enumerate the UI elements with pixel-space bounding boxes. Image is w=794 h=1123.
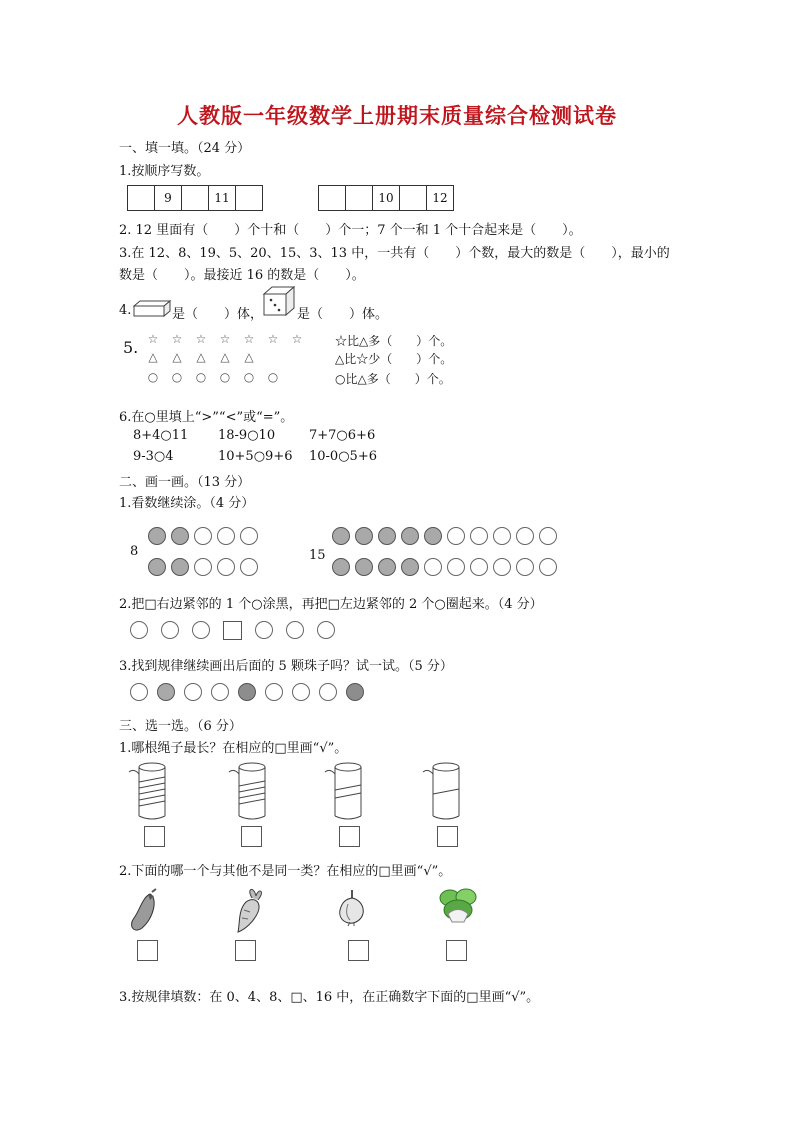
eggplant-icon	[128, 888, 164, 934]
section-1-heading: 一、填一填。（24 分）	[119, 141, 251, 156]
count-bead[interactable]	[240, 527, 258, 545]
count-bead[interactable]	[424, 558, 442, 576]
circle-symbol: ○	[243, 370, 255, 384]
star-symbol: ☆	[171, 332, 183, 346]
bead-row[interactable]	[332, 558, 557, 576]
circle-symbol: ○	[195, 370, 207, 384]
compare-item[interactable]: 7+7○6+6	[309, 428, 376, 443]
answer-checkbox[interactable]	[144, 826, 165, 847]
seq-b-cell[interactable]	[400, 186, 427, 210]
q1-5-label: 5.	[123, 338, 139, 357]
q1-4-part2: 是（ ）体。	[297, 307, 389, 322]
count-bead[interactable]	[171, 558, 189, 576]
count-bead[interactable]	[401, 558, 419, 576]
count-bead[interactable]	[470, 558, 488, 576]
circle-symbol: ○	[171, 370, 183, 384]
cuboid-icon	[132, 300, 172, 318]
q3-2-label: 2.下面的哪一个与其他不是同一类？在相应的□里画“√”。	[119, 864, 452, 879]
rope-cylinder-icon	[422, 760, 472, 822]
seq-a-cell[interactable]	[236, 186, 262, 210]
answer-checkbox[interactable]	[348, 940, 369, 961]
bead	[292, 683, 310, 701]
count-bead[interactable]	[332, 527, 350, 545]
circle-shape[interactable]	[192, 621, 210, 639]
circle-shape[interactable]	[255, 621, 273, 639]
compare-item[interactable]: 8+4○11	[133, 428, 189, 443]
seq-a-cell: 9	[155, 186, 182, 210]
cube-dice-icon	[262, 285, 296, 317]
star-symbol: ☆	[267, 332, 279, 346]
triangle-symbol: △	[244, 350, 254, 364]
bead	[265, 683, 283, 701]
circle-row	[141, 370, 285, 384]
star-symbol: ☆	[147, 332, 159, 346]
answer-checkbox[interactable]	[137, 940, 158, 961]
count-bead[interactable]	[378, 527, 396, 545]
bead	[157, 683, 175, 701]
compare-item[interactable]: 18-9○10	[218, 428, 276, 443]
count-bead[interactable]	[171, 527, 189, 545]
star-symbol: ☆	[195, 332, 207, 346]
answer-checkbox[interactable]	[235, 940, 256, 961]
bead	[184, 683, 202, 701]
star-symbol: ☆	[219, 332, 231, 346]
seq-b-cell: 12	[432, 191, 448, 205]
count-bead[interactable]	[378, 558, 396, 576]
cabbage-icon	[438, 884, 478, 926]
answer-checkbox[interactable]	[339, 826, 360, 847]
count-bead[interactable]	[516, 558, 534, 576]
q1-3-text-line2: 数是（ ）。最接近 16 的数是（ ）。	[119, 268, 365, 283]
section-3-heading: 三、选一选。（6 分）	[119, 719, 242, 734]
count-bead[interactable]	[539, 558, 557, 576]
count-bead[interactable]	[332, 558, 350, 576]
rope-cylinder-icon	[128, 760, 178, 822]
answer-checkbox[interactable]	[241, 826, 262, 847]
q2-2-label: 2.把□右边紧邻的 1 个○涂黑，再把□左边紧邻的 2 个○圈起来。（4 分）	[119, 597, 543, 612]
triangle-symbol: △	[220, 350, 230, 364]
circle-shape[interactable]	[317, 621, 335, 639]
q1-4-prefix: 4.	[119, 303, 132, 318]
count-bead[interactable]	[401, 527, 419, 545]
seq-b-cell: 10	[373, 186, 400, 210]
count-bead[interactable]	[148, 558, 166, 576]
circle-shape[interactable]	[161, 621, 179, 639]
triangle-symbol: △	[148, 350, 158, 364]
count-bead[interactable]	[424, 527, 442, 545]
rope-cylinder-icon	[228, 760, 278, 822]
page-title: 人教版一年级数学上册期末质量综合检测试卷	[177, 103, 617, 128]
q1-1-label: 1.按顺序写数。	[119, 164, 210, 179]
rope-cylinder-icon	[324, 760, 374, 822]
pattern-bead-row[interactable]	[130, 683, 364, 701]
q1-6-label: 6.在○里填上“>”“<”或“=”。	[119, 410, 294, 425]
bead	[238, 683, 256, 701]
compare-item[interactable]: 9-3○4	[133, 449, 174, 464]
triangle-row	[141, 350, 261, 364]
seq-a-cell: 11	[209, 186, 236, 210]
count-bead[interactable]	[355, 558, 373, 576]
bead-row[interactable]	[332, 527, 557, 545]
count-left-number: 8	[130, 544, 139, 559]
circle-symbol: ○	[267, 370, 279, 384]
count-bead[interactable]	[447, 558, 465, 576]
circle-symbol: ○	[147, 370, 159, 384]
answer-checkbox[interactable]	[446, 940, 467, 961]
sequence-box-b	[318, 185, 454, 211]
circle-shape[interactable]	[130, 621, 148, 639]
compare-item[interactable]: 10-0○5+6	[309, 449, 377, 464]
count-bead[interactable]	[516, 527, 534, 545]
count-right-number: 15	[309, 548, 326, 563]
count-bead[interactable]	[148, 527, 166, 545]
sequence-box-a	[127, 185, 263, 211]
count-bead[interactable]	[355, 527, 373, 545]
count-bead[interactable]	[217, 558, 235, 576]
bead	[346, 683, 364, 701]
seq-b-cell[interactable]	[319, 186, 346, 210]
q1-2-text: 2. 12 里面有（ ）个十和（ ）个一；7 个一和 1 个十合起来是（ ）。	[119, 223, 582, 238]
seq-b-cell[interactable]	[346, 186, 373, 210]
q2-3-label: 3.找到规律继续画出后面的 5 颗珠子吗？试一试。（5 分）	[119, 659, 453, 674]
seq-a-cell[interactable]	[128, 186, 155, 210]
count-bead[interactable]	[539, 527, 557, 545]
triangle-symbol: △	[172, 350, 182, 364]
bead	[130, 683, 148, 701]
star-symbol: ☆	[243, 332, 255, 346]
bead	[211, 683, 229, 701]
q1-4-part1: 是（ ）体，	[172, 307, 264, 322]
count-bead[interactable]	[493, 527, 511, 545]
circle-square-row[interactable]	[130, 621, 335, 640]
circle-compare-text: ○比△多（ ）个。	[335, 372, 451, 386]
count-bead[interactable]	[470, 527, 488, 545]
star-row	[141, 332, 309, 346]
onion-icon	[334, 888, 370, 928]
section-2-heading: 二、画一画。（13 分）	[119, 475, 251, 490]
seq-a-cell[interactable]	[182, 186, 209, 210]
bead-row[interactable]	[148, 527, 258, 545]
circle-symbol: ○	[219, 370, 231, 384]
q2-1-label: 1.看数继续涂。（4 分）	[119, 496, 255, 511]
star-compare-text: ☆比△多（ ）个。	[335, 334, 453, 348]
q3-3-label: 3.按规律填数：在 0、4、8、□、16 中，在正确数字下面的□里画“√”。	[119, 990, 540, 1005]
count-bead[interactable]	[194, 527, 212, 545]
square-shape	[223, 621, 242, 640]
triangle-symbol: △	[196, 350, 206, 364]
count-bead[interactable]	[194, 558, 212, 576]
count-bead[interactable]	[240, 558, 258, 576]
compare-item[interactable]: 10+5○9+6	[218, 449, 293, 464]
star-symbol: ☆	[291, 332, 303, 346]
count-bead[interactable]	[447, 527, 465, 545]
radish-icon	[232, 886, 268, 934]
answer-checkbox[interactable]	[437, 826, 458, 847]
count-bead[interactable]	[493, 558, 511, 576]
q1-3-text-line1: 3.在 12、8、19、5、20、15、3、13 中，一共有（ ）个数，最大的数是（ ），最小的	[119, 246, 670, 261]
triangle-compare-text: △比☆少（ ）个。	[335, 352, 453, 366]
circle-shape[interactable]	[286, 621, 304, 639]
bead	[319, 683, 337, 701]
q3-1-label: 1.哪根绳子最长？在相应的□里画“√”。	[119, 741, 348, 756]
count-bead[interactable]	[217, 527, 235, 545]
bead-row[interactable]	[148, 558, 258, 576]
